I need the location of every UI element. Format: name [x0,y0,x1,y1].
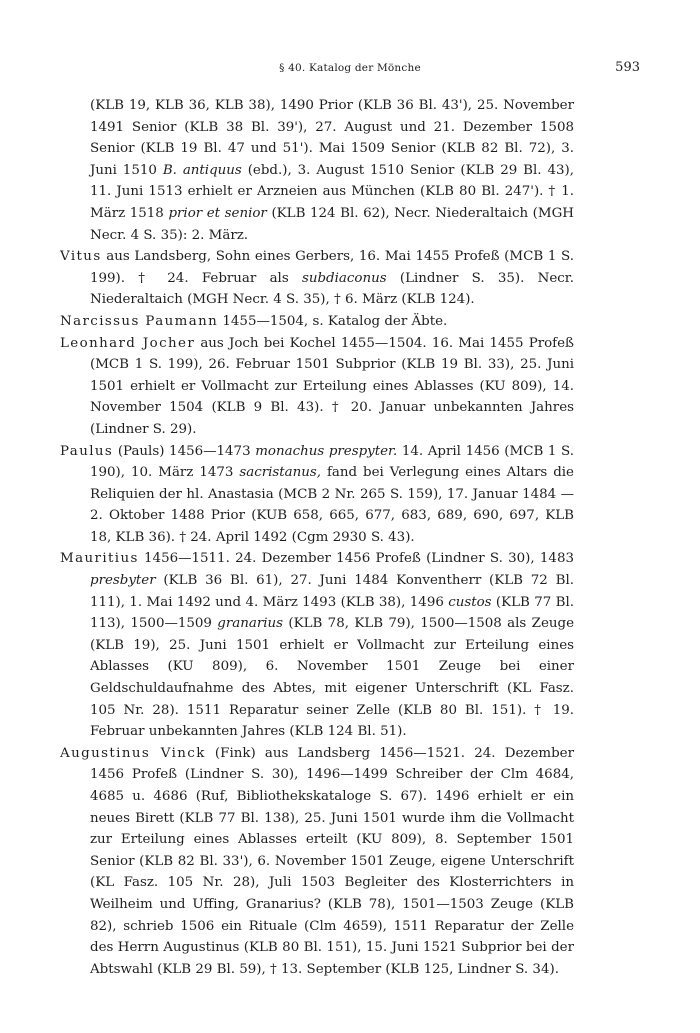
catalog-entry [60,441,574,549]
catalog-entry [60,311,574,333]
monk-name: Leonhard Jocher [60,335,196,351]
entry-text: (KLB 36 Bl. 61), 27. Juni 1484 Konventherr (KLB 72 Bl. 111), 1. Mai 1492 und 4. März 1493 (KLB 38), 1496 [90,573,574,610]
entry-text: 1456—1511. 24. Dezember 1456 Profeß (Lindner S. 30), 1483 [138,551,574,567]
entry-text: (Fink) aus Landsberg 1456—1521. 24. Dezember 1456 Profeß (Lindner S. 30), 1496—1499 Schreiber der Clm 4684, 4685 u. 4686 (Ruf, Bibliothekskataloge S. 67). 1496 erhielt er ein neues Birett (KLB 77 Bl. 138), 25. Juni 1501 wurde ihm die Vollmacht zur Erteilung eines Ablasses erteilt (KU 809), 8. September 1501 Senior (KLB 82 Bl. 33'), 6. November 1501 Zeuge, eigene Unterschrift (KL Fasz. 105 Nr. 28), Juli 1503 Begleiter des Klosterrichters in Weilheim und Uffing, Granarius? (KLB 78), 1501—1503 Zeuge (KLB 82), schrieb 1506 ein Rituale (Clm 4659), 1511 Reparatur der Zelle des Herrn Augustinus (KLB 80 Bl. 151), 15. Juni 1521 Subprior bei der Abtswahl (KLB 29 Bl. 59), † 13. September (KLB 125, Lindner S. 34). [90,745,574,977]
entry-text: (KLB 77 Bl. 113), 1500—1509 [90,594,574,632]
entry-text: 1455—1504, s. Katalog der Äbte. [218,313,448,329]
italic-term: prior et senior [168,205,267,221]
entry-text: 14. April 1456 (MCB 1 S. 190), 10. März 1473 [90,443,574,481]
entry-text: (ebd.), 3. August 1510 Senior (KLB 29 Bl. 43), 11. Juni 1513 erhielt er Arzneien aus München (KLB 80 Bl. 247'). † 1. März 1518 [90,162,574,221]
catalog-entries [60,95,574,980]
catalog-entry [60,333,574,441]
italic-term: granarius [217,616,284,632]
monk-name: Mauritius [60,551,139,567]
monk-name: Narcissus Paumann [60,313,219,329]
italic-term: presbyter [90,573,156,589]
monk-name: Augustinus Vinck [60,745,206,761]
page-number: 593 [615,60,640,75]
catalog-entry [60,743,574,981]
entry-text: (KLB 19, KLB 36, KLB 38), 1490 Prior (KLB 36 Bl. 43'), 25. November 1491 Senior (KLB 38 Bl. 39'), 27. August und 21. Dezember 1508 Senior (KLB 19 Bl. 47 und 51'). Mai 1509 Senior (KLB 82 Bl. 72), 3. Juni 1510 [90,98,574,178]
entry-text: aus Landsberg, Sohn eines Gerbers, 16. Mai 1455 Profeß (MCB 1 S. 199). † 24. Februar als [90,249,574,286]
italic-term: sacristanus, [239,465,322,481]
entry-text: (KLB 78, KLB 79), 1500—1508 als Zeuge (KLB 19), 25. Juni 1501 erhielt er Vollmacht zur Erteilung eines Ablasses (KU 809), 6. November 1501 Zeuge bei einer Geldschuldaufnahme des Abtes, mit eigener Unterschrift (KL Fasz. 105 Nr. 28). 1511 Reparatur seiner Zelle (KLB 80 Bl. 151). † 19. Februar unbekannten Jahres (KLB 124 Bl. 51). [90,616,574,740]
catalog-entry [60,246,574,311]
italic-term: custos [448,594,492,610]
entry-text: fand bei Verlegung eines Altars die Reliquien der hl. Anastasia (MCB 2 Nr. 265 S. 159), 17. Januar 1484 — 2. Oktober 1488 Prior (KUB 658, 665, 677, 683, 689, 690, 697, KLB 18, KLB 36). † 24. April 1492 (Cgm 2930 S. 43). [90,465,574,545]
entry-text: aus Joch bei Kochel 1455—1504. 16. Mai 1455 Profeß (MCB 1 S. 199), 26. Februar 1501 Subprior (KLB 19 Bl. 33), 25. Juni 1501 erhielt er Vollmacht zur Erteilung eines Ablasses (KU 809), 14. November 1504 (KLB 9 Bl. 43). † 20. Januar unbekannten Jahres (Lindner S. 29). [90,335,574,437]
entry-text: (Lindner S. 35). Necr. Niederaltaich (MGH Necr. 4 S. 35), † 6. März (KLB 124). [90,270,574,308]
running-title: § 40. Katalog der Mönche [279,62,421,74]
italic-term: monachus prespyter. [255,443,398,459]
monk-name: Paulus [60,443,114,459]
entry-text: (KLB 124 Bl. 62), Necr. Niederaltaich (MGH Necr. 4 S. 35): 2. März. [90,205,574,243]
running-head [60,62,640,82]
italic-term: subdiaconus [301,270,387,286]
italic-term: B. antiquus [162,162,242,178]
monk-name: Vitus [60,249,102,265]
catalog-entry-continuation [60,95,574,246]
entry-text: (Pauls) 1456—1473 [113,443,256,459]
catalog-entry [60,548,574,742]
